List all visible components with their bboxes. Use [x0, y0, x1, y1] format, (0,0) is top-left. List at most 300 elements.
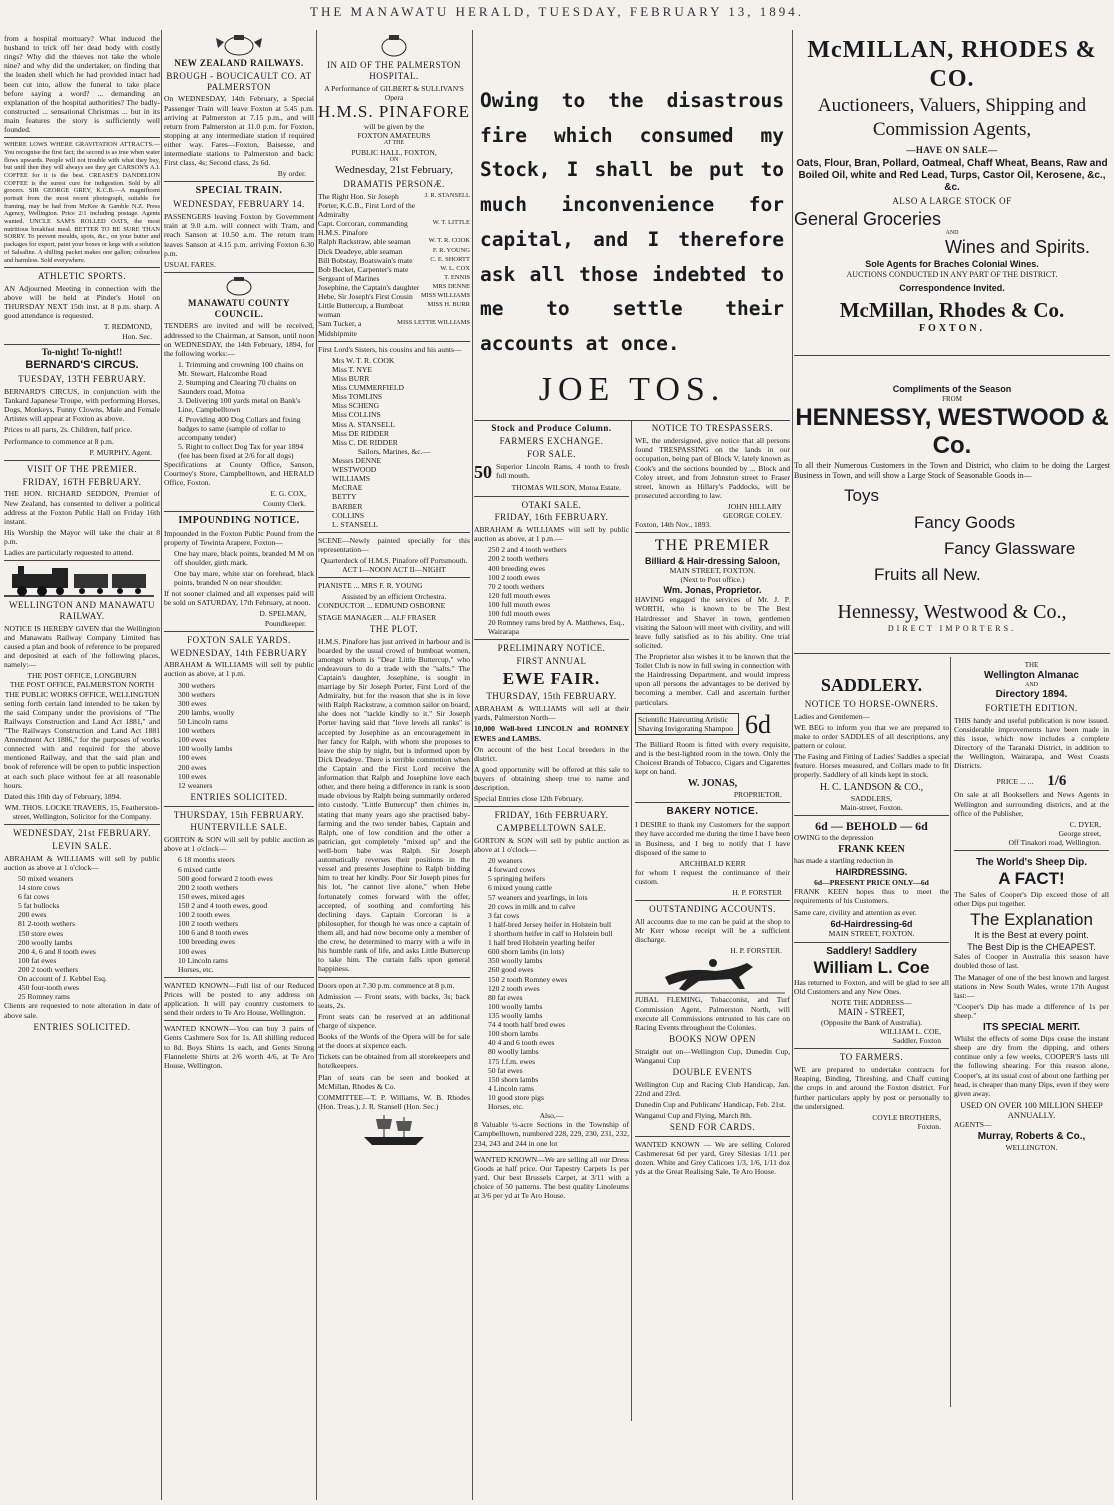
hw-direct: DIRECT IMPORTERS. — [887, 623, 1017, 633]
column-4 — [474, 34, 790, 1499]
saleyards-date: WEDNESDAY, 14th FEBRUARY — [170, 647, 308, 658]
coe-note: NOTE THE ADDRESS— — [831, 998, 912, 1008]
special-fares: USUAL FARES. — [164, 259, 216, 269]
joe-tos-signature: JOE TOS. — [538, 370, 726, 408]
plot-body: H.M.S. Pinafore has just arrived in harbour and is boarded by the usual crowd of bumboat women, amongst whom is "Dear Little Buttercup," who endeavours to do a trade with the "salts." The Captain's daughter, Josephine, is sought in marriage by Sir Joseph Porter, First Lord of the Admiralty, but for the reason that she is in love with Ralph Rackstraw, a common sailor on board, she does not "tackle kindly to it." Sir Joseph Porter having said that "love levels all ranks" is accepted by Josephine as an encouragement in her fancy for Ralph, with whom she proposes to leave the ship by night, but is informed upon by Dick Deadeye. There is terrible commotion when the Captain and the First Lord receive the information that Ralph and Josephine love each other, and there being a difference in rank is soon made obvious by Ralph being summarily ordered into custody. "Little Buttercup" then chimes in, stating that many years ago she practised baby-farming and the two tender babes, Captain and Ralph, one of low condition and the other a patrician, got completely "mixed up" and the well-born babe was Ralph. Sir Joseph automatically reverses their positions in the vessel and presents Josephine to Ralph bidding him to treat her kindly. Poor Sir Joseph pines for his lot, "he cannot live alone," when Hebe fortunately comes forward with the offer, accepted, of soothing and comforting his declining days. Captain Corcoran is a philosopher, for though he was once a captain of them all, and had now become only a member of the crew, he determined to marry with a wife in his humble rank of life, and asks Little Buttercup to take him. The curtain falls upon general happiness. — [318, 636, 470, 974]
frank-keen: FRANK KEEN — [838, 844, 905, 856]
sailors-list — [318, 456, 470, 529]
list-item: Miss C. DE RIDDER — [332, 437, 398, 447]
cast-row — [318, 256, 470, 265]
almanac-directory: Directory 1894. — [995, 689, 1068, 701]
double-events: DOUBLE EVENTS — [672, 1066, 753, 1077]
hunterville-date: THURSDAY, 15th FEBRUARY. — [173, 809, 305, 820]
list-item: 6 mixed young cattle — [488, 883, 552, 893]
rams-row — [474, 462, 629, 484]
sales-australia: Sales of Cooper in Australia this season have doubled those of last. — [954, 952, 1109, 971]
best-point: It is the Best at every point. — [974, 930, 1089, 942]
masthead: THE MANAWATU HERALD, TUESDAY, FEBRUARY 13, 1894. — [310, 4, 804, 19]
list-item: 2. Stumping and Clearing 70 chains on Saunders road, Motoa — [178, 378, 297, 397]
ship-engraving — [318, 1113, 470, 1147]
opera-venue: PUBLIC HALL, FOXTON, — [351, 147, 437, 157]
list-item: 450 four-tooth ewes — [18, 983, 80, 993]
signature: Hon. Sec. — [122, 331, 152, 341]
list-item: 100 fat ewes — [18, 955, 57, 965]
opera-doors: Doors open at 7.30 p.m. commence at 8 p.m. — [318, 980, 455, 990]
almanac-price-row — [954, 772, 1109, 790]
cast-actor: MISS WILLIAMS — [420, 292, 470, 300]
column-2 — [164, 34, 314, 1499]
column-rule — [316, 30, 317, 1500]
opera-scene: SCENE—Newly painted specially for this representation— — [318, 535, 470, 554]
mcm-title: McMILLAN, RHODES & CO. — [807, 37, 1097, 92]
signature: H. P. FORSTER. — [730, 946, 782, 956]
opera-on: ON — [389, 156, 399, 163]
list-item: 150 2 and 4 tooth ewes, good — [178, 900, 268, 910]
cast-actor: W. T. R. COOK — [428, 237, 470, 245]
for-sale: FOR SALE. — [526, 449, 576, 460]
prelim-notice: PRELIMINARY NOTICE. — [497, 643, 606, 654]
trespass-head: NOTICE TO TRESPASSERS. — [651, 423, 774, 434]
rams-count: 50 — [474, 461, 492, 482]
jubal-body: JUBAL FLEMING, Tobacconist, and Turf Commission Agent, Palmerston North, will execute all Commissions entrusted to his care on Racing Events throughout the Colonies. — [635, 995, 790, 1032]
signature: WM. THOS. LOCKE TRAVERS, 15, Featherston-street, Wellington, Solicitor for the Company. — [4, 802, 160, 821]
event: Wellington Cup and Racing Club Handicap, Jan. 22nd and 23rd. — [635, 1079, 790, 1098]
royal-crest-icon — [164, 34, 314, 56]
list-item: Miss TOMLINS — [332, 392, 383, 402]
list-item: 5 springing heifers — [488, 874, 545, 884]
opera-admission: Admission — Front seats, with backs, 3s; back seats, 2s. — [318, 991, 470, 1010]
list-item: Miss T. NYE — [332, 364, 373, 374]
athletic-body: AN Adjourned Meeting in connection with the above will be held at Pinder's Hotel on THURSDAY NEXT 15th inst. at 8 p.m. sharp. A good attendance is requested. — [4, 284, 160, 321]
impound-item: One bay mare, black points, branded M M on off shoulder, girth mark. — [174, 548, 314, 567]
column-rule — [792, 30, 793, 1500]
mcm-have: —HAVE ON SALE— — [906, 144, 998, 155]
saddlery-ladies: Ladies and Gentlemen— — [794, 711, 870, 721]
column-rule — [161, 30, 162, 1500]
hw-fruits: Fruits all New. — [874, 565, 981, 585]
list-item: 100 woolly lambs — [178, 744, 233, 754]
cast-role: The Right Hon. Sir Joseph Porter, K.C.B., First Lord of the Admiralty — [318, 191, 416, 220]
list-item: 200 2 tooth wethers — [178, 882, 239, 892]
fair-date: THURSDAY, 15th FEBRUARY. — [486, 691, 617, 702]
list-item: L. STANSELL — [332, 519, 378, 529]
mcm-wines: Wines and Spirits. — [944, 237, 1090, 258]
list-item: 150 2 tooth Romney ewes — [488, 974, 568, 984]
ewe-fair: EWE FAIR. — [502, 669, 601, 689]
list-item: 6 mixed cattle — [178, 864, 222, 874]
list-item: 4 Lincoln rams — [488, 1083, 534, 1093]
opera-plan: Plan of seats can be seen and booked at McMillan, Rhodes & Co. — [318, 1072, 470, 1091]
column-5 — [794, 34, 1110, 1499]
circus-tonight: To-night! To-night!! — [41, 347, 123, 358]
premier-saloon-head: THE PREMIER — [654, 537, 771, 555]
railway-head: WELLINGTON AND MANAWATU RAILWAY. — [8, 600, 156, 621]
w-jonas: W. JONAS, — [687, 778, 738, 790]
camp-also: Also,— — [539, 1111, 564, 1121]
cast-row — [318, 265, 470, 274]
list-item: 5. Right to collect Dog Tax for year 1894 (fee has been fixed at 2/6 for all dogs) — [178, 441, 304, 460]
cast-role: Bob Becket, Carpenter's mate — [318, 264, 409, 274]
sailors-head: Sailors, Marines, &c.— — [357, 446, 431, 456]
list-item: Miss A. STANSELL — [332, 419, 395, 429]
cast-list — [318, 192, 470, 338]
cast-role: Sam Tucker, a Midshipmite — [318, 319, 362, 338]
list-item: 300 wethers — [178, 680, 215, 690]
otaki-head: OTAKI SALE. — [521, 499, 582, 510]
keen-street: MAIN STREET, FOXTON. — [828, 929, 915, 939]
saloon-next: (Next to Post office.) — [680, 575, 745, 585]
mcm-sub: Auctioneers, Valuers, Shipping and Commission Agents, — [817, 94, 1087, 141]
hw-compliments: Compliments of the Season — [892, 384, 1012, 395]
camp-head: CAMPBELLTOWN SALE. — [496, 823, 607, 834]
sixpence: 6d — [745, 709, 771, 739]
list-item: BARBER — [332, 501, 363, 511]
cheapest: The Best Dip is the CHEAPEST. — [967, 941, 1096, 952]
camp-body: GORTON & SON will sell by public auction as above at 1 o'clock— — [474, 835, 629, 854]
list-item: 200 2 tooth wethers — [18, 964, 79, 974]
proprietor: PROPRIETOR. — [733, 790, 782, 800]
jonas: Wm. Jonas, Proprietor. — [663, 584, 762, 595]
opera-conductor: CONDUCTOR ... EDMUND OSBORNE — [318, 601, 446, 611]
hair-6d: 6d-Hairdressing-6d — [830, 918, 913, 929]
hw-signature: Hennessy, Westwood & Co., — [837, 600, 1067, 623]
special-head: SPECIAL TRAIN. — [195, 185, 283, 197]
list-item: WILLIAMS — [332, 474, 370, 484]
jonas-body2: The Proprietor also wishes it to be known that the Toilet Club is now in full swing in connection with the Hairdressing Department, and would impress upon all persons the advantages to be derived by becoming a member. Call and ascertain further particulars. — [635, 651, 790, 707]
opera-tickets: Tickets can be obtained from all storekeepers and hotelkeepers. — [318, 1052, 470, 1071]
list-item: 100 6 and 8 tooth ewes — [178, 928, 249, 938]
cast-row — [318, 301, 470, 319]
opera-books: Books of the Words of the Opera will be for sale at the doors at sixpence each. — [318, 1032, 470, 1051]
special-merit: ITS SPECIAL MERIT. — [982, 1022, 1081, 1034]
train-engraving — [4, 564, 154, 598]
special-body: PASSENGERS leaving Foxton by Government train at 9.0 a.m. will connect with Tram, and reach Sanson at 10.50 a.m. The return tram leaves Sanson at 4.15 p.m. arriving Foxton 6.30 p.m. — [164, 212, 314, 258]
william-coe: William L. Coe — [813, 957, 930, 977]
list-item: 3. Delivering 100 yards metal on Bank's Line, Campbelltown — [178, 396, 301, 415]
premier-body: THE HON. RICHARD SEDDON, Premier of New Zealand, has consented to deliver a political address at the Foxton Public Hall on Friday 16th instant. — [4, 489, 160, 526]
cast-actor: MISS H. BURR — [427, 301, 470, 309]
bakery-head: BAKERY NOTICE. — [666, 806, 759, 818]
almanac-price-label: PRICE ... ... — [996, 776, 1034, 786]
cast-role: Capt. Corcoran, commanding H.M.S. Pinafore — [318, 219, 408, 238]
railway-place: THE POST OFFICE, PALMERSTON NORTH — [9, 680, 155, 690]
signature: Foxton. — [917, 1121, 941, 1131]
fair-entries: Special Entries close 12th February. — [474, 794, 584, 804]
hw-from: FROM — [942, 395, 962, 404]
signature: JOHN HILLARY — [727, 501, 782, 511]
cast-role: Bill Bobstay, Boatswain's mate — [318, 255, 413, 265]
list-item: 1 shorthorn heifer in calf to Holstein bull — [488, 928, 613, 938]
cast-row — [318, 274, 470, 283]
cast-role: Dick Deadeye, able seaman — [318, 246, 403, 256]
signature: T. REDMOND, — [103, 322, 152, 332]
list-item: On account of J. Kebbel Esq. — [18, 974, 107, 984]
trespass-body: WE, the undersigned, give notice that all persons found TRESPASSING on the lands in our occupation, being part of Block V, lately known as Cook's and the sections bounded by ... Block and Coley street, and from Johnston street to Fraser street, known as Hillary's Paddocks, will be prosecuted according to law. — [635, 436, 790, 500]
list-item: 100 ewes — [178, 946, 207, 956]
list-item: 100 2 tooth ewes — [178, 910, 230, 920]
cast-actor: W. T. LITTLE — [432, 219, 470, 227]
impound-head: IMPOUNDING NOTICE. — [178, 514, 300, 526]
opera-aid: IN AID OF THE PALMERSTON HOSPITAL. — [327, 60, 461, 81]
coe-opposite: (Opposite the Bank of Australia). — [820, 1018, 923, 1028]
opera-acts: ACT I—NOON ACT II—NIGHT — [342, 565, 446, 575]
list-item: 250 2 and 4 tooth wethers — [488, 545, 567, 555]
dyer-street: George street, — [1058, 828, 1101, 838]
list-item: 100 full mouth ewes — [488, 609, 551, 619]
list-item: 120 2 tooth ewes — [488, 983, 540, 993]
keen-civility: Same care, civility and attention as ever. — [794, 907, 917, 917]
farmers-exchange: FARMERS EXCHANGE. — [499, 436, 604, 447]
list-item: McCRAE — [332, 483, 363, 493]
entries-solicited: ENTRIES SOLICITED. — [190, 791, 288, 802]
opera-date: Wednesday, 21st February, — [334, 163, 454, 176]
list-item: 100 ewes — [178, 735, 207, 745]
railway-body: NOTICE IS HEREBY GIVEN that the Wellington and Manawatu Railway Company Limited has caused a plan and book of reference to be prepared and deposited at each of the following places, namely:— — [4, 623, 160, 670]
hunterville-items — [164, 855, 314, 973]
agents-label: AGENTS— — [954, 1120, 992, 1130]
article-text: from a hospital mortuary? What induced the husband to trick off her dead body with costly rings? Why did the thieves not take the whole nine? and why did the undertaker, on finding that the leaden shell which he had provided intact had been cut into, allow the funeral to take place before saying a word? ... demanding an explanation of the hospital authorities? The badly-constructed ... sensational Christmas ... but in its main features the story is sufficiently well founded. — [4, 34, 160, 135]
farmers-body: WE are prepared to undertake contracts for Reaping, Binding, Threshing, and Chaff cutting the crops in and around the Foxton district. For further particulars apply by post or personally to the undersigned. — [794, 1065, 949, 1111]
cast-actor: J. R. STANSELL — [424, 191, 470, 199]
billiard-body: The Billiard Room is fitted with every requisite, and is the best-lighted room in the town. Only the Choicest Brands of Tobacco, Cigars and Cigarettes kept on hand. — [635, 739, 790, 777]
signature: Saddler, Foxton — [892, 1036, 941, 1046]
crest-icon — [318, 34, 470, 58]
list-item: 1 half bred Holstein yearling heifer — [488, 938, 595, 948]
otaki-body: ABRAHAM & WILLIAMS will sell by public auction as above, at 1 p.m.— — [474, 525, 629, 544]
outstanding-head: OUTSTANDING ACCOUNTS. — [649, 904, 776, 915]
opera-perf: A Performance of GILBERT & SULLIVAN'S Opera — [324, 83, 464, 102]
saleyards-head: FOXTON SALE YARDS. — [187, 634, 291, 645]
archibald: ARCHIBALD KERR — [679, 858, 746, 868]
premier-ladies: Ladies are particularly requested to attend. — [4, 548, 134, 558]
list-item: 300 ewes — [178, 698, 207, 708]
by-order: By order. — [277, 169, 306, 179]
mcm-and: AND — [945, 230, 959, 237]
farmers-head: TO FARMERS. — [839, 1052, 904, 1063]
circus-head: BERNARD'S CIRCUS. — [25, 359, 139, 372]
wanted-known: WANTED KNOWN—You can buy 3 pairs of Gents Cashmere Sox for 1s. All shilling reduced to 8d. Boys Shirts 1s each, and Gents Strong Flannelette Shirts at 2/6 worth 4/6, at Te Aro House, Wellington. — [164, 1024, 314, 1070]
saddlers: SADDLERS, — [850, 793, 893, 803]
used-on: USED ON OVER 100 MILLION SHEEP ANNUALLY. — [960, 1099, 1103, 1121]
almanac-title: Wellington Almanac — [983, 669, 1079, 681]
otaki-date: FRIDAY, 16th FEBRUARY. — [494, 512, 609, 523]
list-item: Horses, etc. — [488, 1102, 524, 1112]
list-item: 5 fat bullocks — [18, 901, 60, 911]
books-open: BOOKS NOW OPEN — [669, 1033, 756, 1044]
list-item: 50 Lincoln rams — [178, 716, 228, 726]
levin-footer: Clients are requested to note alteration in date of above sale. — [4, 1001, 160, 1020]
county-spec: Specifications at County Office, Sanson, Courtney's Store, Campbelltown, and HERALD Office, Foxton. — [164, 460, 314, 488]
cast-role: Little Buttercup, a Bumboat woman — [318, 301, 404, 320]
plot-head: THE PLOT. — [369, 623, 419, 634]
list-item: 200 woolly lambs — [18, 937, 73, 947]
list-item: 100 2 tooth wethers — [178, 919, 239, 929]
county-items — [164, 360, 314, 460]
levin-date: WEDNESDAY, 21st FEBRUARY. — [13, 828, 151, 839]
merit-body: Whilst the effects of some Dips cease the instant sheep are dry from the dipping, and others continue only a few weeks, COOPER'S lasts till the following shearing. For this reason alone, Cooper's, at its usual cost of about one farthing per head, is cheaper than many Dips, even if they were given away. — [954, 1034, 1109, 1098]
opera-pianiste: PIANISTE ... MRS F. R. YOUNG — [318, 581, 423, 591]
column-3 — [318, 34, 470, 1499]
levin-body: ABRAHAM & WILLIAMS will sell by public auction as above at 1 o'clock— — [4, 853, 160, 872]
manager: The Manager of one of the best known and largest stations in New South Wales, wrote 17th August last:— — [954, 972, 1109, 1000]
signature: WILLIAM L. COE, — [879, 1027, 941, 1037]
levin-head: LEVIN SALE. — [52, 840, 112, 851]
saleyards-body: ABRAHAM & WILLIAMS will sell by public auction as above, at 1 p.m. — [164, 660, 314, 679]
list-item: 4. Providing 400 Dog Collars and fixing badges to same (sample of collar to accompany tender) — [178, 414, 301, 442]
list-item: 350 woolly lambs — [488, 956, 543, 966]
list-item: Horses, etc. — [178, 964, 214, 974]
list-item: 150 store ewes — [18, 928, 64, 938]
signature: County Clerk. — [262, 498, 306, 508]
list-item: 12 weaners — [178, 780, 213, 790]
circus-prices: Prices to all parts, 2s. Children, half price. — [4, 425, 133, 435]
column-1 — [4, 34, 160, 1499]
murray-roberts: Murray, Roberts & Co., — [977, 1131, 1086, 1143]
list-item: 200 4, 6 and 8 tooth ewes — [18, 946, 96, 956]
list-item: 1. Trimming and crowning 100 chains on Mt. Stewart, Halcombe Road — [178, 359, 304, 378]
explanation: The Explanation — [970, 909, 1093, 929]
mcm-also: ALSO A LARGE STOCK OF — [892, 195, 1012, 206]
event: Dunedin Cup and Publicans' Handicap, Feb. 21st. — [635, 1099, 786, 1109]
keen-price: 6d—PRESENT PRICE ONLY—6d — [814, 878, 929, 888]
a-fact: A FACT! — [998, 869, 1065, 889]
saddlery-2: Saddlery! Saddlery — [826, 945, 917, 957]
almanac-edition: FORTIETH EDITION. — [985, 703, 1078, 714]
list-item: 135 woolly lambs — [488, 1010, 543, 1020]
list-item: 10 good store pigs — [488, 1092, 544, 1102]
rams-desc: Superior Lincoln Rams, 4 tooth to fresh full mouth. — [496, 461, 629, 480]
wanted-known: WANTED KNOWN—Full list of our Reduced Prices will be posted to any address on application. It will pay country customers to send their orders to Te Aro House, Wellington. — [164, 980, 314, 1018]
list-item: 6 18 months steers — [178, 855, 235, 865]
almanac-price: 1/6 — [1047, 773, 1067, 790]
col5-lower — [794, 657, 1110, 1407]
mcm-signature: McMillan, Rhodes & Co. — [839, 298, 1065, 323]
almanac-sale: On sale at all Booksellers and News Agents in Wellington and surrounding districts, and at the office of the Publisher, — [954, 790, 1109, 818]
cast-actor: F. R. YOUNG — [432, 246, 470, 254]
list-item: 20 Romney rams bred by A. Matthews, Esq., Wairarapa — [488, 618, 625, 637]
opera-title: H.M.S. PINAFORE — [318, 101, 470, 121]
impound-item: One bay mare, white star on forehead, black points, branded N on near shoulder. — [174, 569, 314, 588]
list-item: Mrs W. T. R. COOK — [332, 355, 395, 365]
murray-city: WELLINGTON. — [1005, 1143, 1058, 1153]
cast-row — [318, 319, 470, 337]
wanted-known: WANTED KNOWN — We are selling Colored Cashmeresat 6d per yard, Grey Silesias 1/11 per dozen. White and Grey Calicoes 1/3, 1/6, 1/11 doz yds at the Great Realising Sale, Te Aro House. — [635, 1139, 790, 1177]
opera-given: will be given by the — [363, 122, 425, 132]
fact-body: The Sales of Cooper's Dip exceed those of all other Dips put together. — [954, 889, 1109, 908]
saddlery-body: The Fasing and Fitting of Ladies' Saddles a special feature. Horses measured, and Collars made to fit properly. Saddlery of all kinds kept in stock. — [794, 752, 949, 780]
coe-body: Has returned to Foxton, and will be glad to see all Old Customers and any New Ones. — [794, 977, 949, 997]
opera-quarterdeck: Quarterdeck of H.M.S. Pinafore off Portsmouth. — [320, 556, 468, 566]
list-item: 175 f.f.m. ewes — [488, 1056, 536, 1066]
county-crest-icon — [164, 276, 314, 296]
list-item: 120 full mouth ewes — [488, 590, 551, 600]
signature: GEORGE COLEY. — [723, 511, 782, 521]
cast-role: Josephine, the Captain's daughter — [318, 282, 420, 292]
outstanding-body: All accounts due to me can be paid at the shop to Mr Kerr whose receipt will be a sufficient discharge. — [635, 917, 790, 945]
list-item: WESTWOOD — [332, 465, 377, 475]
camp-acres: 8 Valuable ½-acre Sections in the Township of Campbelltown, numbered 228, 229, 230, 231, 232, 234, 243 and 244 in one lot — [474, 1120, 629, 1148]
landson: H. C. LANDSON & CO., — [819, 781, 924, 793]
coe-street: MAIN - STREET, — [838, 1007, 905, 1018]
mcm-foxton: FOXTON. — [918, 323, 986, 335]
col5-right — [954, 657, 1109, 1152]
entries-solicited: ENTRIES SOLICITED. — [33, 1021, 131, 1032]
mcm-auctions: AUCTIONS CONDUCTED IN ANY PART OF THE DISTRICT. — [846, 269, 1058, 279]
county-body: TENDERS are invited and will be received, addressed to the Chairman, at Sanson, until noon on WEDNESDAY, the 14th February, 1894, for the following works:— — [164, 321, 314, 358]
cast-role: Hebe, Sir Joseph's First Cousin — [318, 292, 413, 302]
list-item: 100 ewes — [178, 771, 207, 781]
jonas-body: HAVING engaged the services of Mr. J. P. WORTH, who is known to be The Best Hairdresser and Shaver in town, gentlemen visiting the Saloon will meet with civility, and will leave fully satisfied as to his ability. One trial solicited. — [635, 595, 790, 650]
list-item: 100 full mouth ewes — [488, 599, 551, 609]
saloon-street: MAIN STREET, FOXTON. — [669, 566, 756, 576]
fair-body: ABRAHAM & WILLIAMS will sell at their yards, Palmerston North— — [474, 704, 629, 723]
signature: P. MURPHY, Agent. — [89, 447, 152, 457]
athletic-head: ATHLETIC SPORTS. — [38, 271, 126, 282]
otaki-items — [474, 545, 629, 636]
col5-left — [794, 657, 949, 1131]
list-item: 500 good forward 2 tooth ewes — [178, 873, 273, 883]
cast-actor: MISS LETTIE WILLIAMS — [397, 319, 470, 327]
list-item: 300 wethers — [178, 689, 215, 699]
signature: D. SPELMAN, — [259, 609, 306, 619]
list-item: 200 lambs, woolly — [178, 707, 235, 717]
cast-row — [318, 283, 470, 292]
services-box: Scientific Haircutting Artistic Shaving Invigorating Shampoo — [635, 713, 739, 735]
sisters-head: First Lord's Sisters, his cousins and his aunts— — [318, 344, 462, 354]
list-item: 100 shorn lambs — [488, 1029, 539, 1039]
list-item: 10 Lincoln rams — [178, 955, 228, 965]
hw-toys: Toys — [844, 486, 879, 506]
sixpence-row — [635, 709, 790, 740]
list-item: 3 fat cows — [488, 910, 520, 920]
hw-title: HENNESSY, WESTWOOD & Co. — [795, 403, 1109, 460]
mcm-corr: Correspondence Invited. — [899, 283, 1005, 294]
list-item: 100 breeding ewes — [178, 937, 235, 947]
col4-left — [474, 421, 629, 1202]
mcm-groceries: General Groceries — [794, 208, 942, 229]
opera-stage: STAGE MANAGER ... ALF FRASER — [318, 612, 437, 622]
list-item: 25 Romney rams — [18, 992, 70, 1002]
signature: C. DYER, — [1069, 819, 1101, 829]
nzr-sub: BROUGH - BOUCICAULT CO. AT PALMERSTON — [166, 70, 312, 92]
cast-role: Ralph Rackstraw, able seaman — [318, 237, 411, 247]
bakery-body: I DESIRE to thank my Customers for the support they have accorded me during the time I have been in Business, and I beg to notify that I have disposed of the same to — [635, 820, 790, 857]
racehorse-engraving — [635, 955, 785, 995]
levin-items — [4, 874, 160, 1002]
premier-date: FRIDAY, 16TH FEBRUARY. — [22, 476, 142, 487]
cast-role: Sergeant of Marines — [318, 273, 380, 283]
sisters-list — [318, 356, 470, 447]
list-item: 14 store cows — [18, 882, 60, 892]
signature: H. P. FORSTER — [732, 888, 782, 898]
list-item: 400 breeding ewes — [488, 563, 545, 573]
fair-lincoln: 10,000 Well-bred LINCOLN and ROMNEY EWES and LAMBS. — [474, 724, 629, 743]
list-item: 57 weaners and yearlings, in lots — [488, 892, 588, 902]
list-item: 6 fat cows — [18, 892, 50, 902]
list-item: 50 fat ewes — [488, 1065, 523, 1075]
straight-out: Straight out on—Wellington Cup, Dunedin Cup, Wanganui Cup — [635, 1046, 790, 1065]
list-item: 100 2 tooth ewes — [488, 572, 540, 582]
hunterville-head: HUNTERVILLE SALE. — [190, 822, 288, 833]
list-item: 100 wethers — [178, 726, 215, 736]
signature: Poundkeeper. — [264, 618, 306, 628]
list-item: Miss BURR — [332, 373, 370, 383]
col4-right — [635, 421, 790, 1178]
column-rule — [472, 30, 473, 1500]
event: Wanganui Cup and Flying, March 8th. — [635, 1111, 752, 1121]
almanac-the: THE — [1024, 661, 1039, 670]
list-item: Miss COLLINS — [332, 410, 381, 420]
